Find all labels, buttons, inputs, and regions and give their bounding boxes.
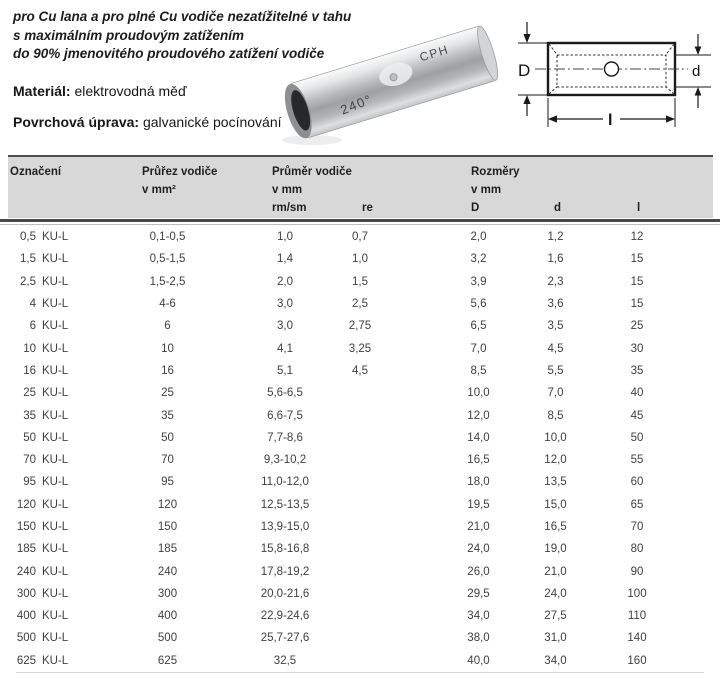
cross-section-cell: 150 [157,521,178,533]
dimension-l-cell: 45 [630,409,644,422]
dimension-l-cell: 15 [630,253,644,266]
designation-cell [0,543,100,555]
designation-cell [0,454,100,466]
cross-section-cell: 120 [157,498,178,511]
table-row [0,315,720,337]
diameter-rm-sm-cell: 13,9-15,0 [260,521,310,533]
designation-size: 95 [23,476,36,489]
dimension-l-cell: 12 [630,231,644,244]
dimension-l-cell: 110 [627,610,647,623]
designation-cell [0,632,100,644]
dimension-l-cell: 15 [630,298,644,311]
designation-suffix: KU-L [42,431,69,444]
diameter-rm-sm-cell: 6,6-7,5 [267,409,303,422]
dimension-d-cell: 1,6 [547,253,564,266]
designation-cell [0,276,100,288]
description-line-3: do 90% jmenovitého proudového zatížení vodiče [13,46,325,61]
cross-section-cell: 0,1-0,5 [149,231,186,244]
designation-suffix: KU-L [42,342,69,355]
dimension-D-cell: 14,0 [467,431,490,444]
col-designation-header: Označení [10,166,62,178]
designation-suffix: KU-L [42,454,69,467]
designation-suffix: KU-L [42,320,69,333]
dim-label-D: D [518,61,531,80]
dimension-l-cell: 140 [627,632,647,645]
designation-cell [0,566,100,578]
dimension-d-cell: 21,0 [544,565,567,578]
dimension-D-cell: 7,0 [470,342,487,355]
cross-section-cell: 35 [161,409,174,422]
designation-cell [0,343,100,355]
designation-cell [0,610,100,622]
diameter-rm-sm-cell: 2,0 [277,275,293,288]
designation-size: 150 [16,521,36,533]
diameter-rm-sm-cell: 1,0 [277,231,293,244]
dimension-D-cell: 16,5 [467,454,490,467]
col-diameter-unit: v mm [272,184,303,196]
dimension-d-cell: 31,0 [544,632,567,645]
surface-treatment-label: Povrchová úprava: [13,114,140,130]
stamp-cph: CPH [417,42,451,65]
designation-suffix: KU-L [42,587,69,600]
designation-suffix: KU-L [42,498,69,511]
designation-suffix: KU-L [42,387,69,400]
designation-suffix: KU-L [42,231,69,244]
designation-cell [0,499,100,511]
stamp-240: 240° [338,91,375,118]
diameter-re-cell: 1,0 [352,253,368,266]
dimension-d-cell: 4,5 [547,342,564,355]
dimension-d-cell: 1,2 [547,231,564,244]
cross-section-cell: 300 [157,587,178,600]
dimension-D-cell: 34,0 [467,610,490,623]
designation-size: 500 [16,632,36,645]
designation-suffix: KU-L [42,632,69,645]
designation-suffix: KU-L [42,275,69,288]
dim-label-l: l [608,112,613,129]
designation-suffix: KU-L [42,654,69,667]
designation-size: 16 [23,364,36,377]
product-photo [278,12,513,152]
table-header-bottom-rule [0,219,720,222]
cross-section-cell: 1,5-2,5 [149,275,186,288]
designation-cell [0,253,100,265]
table-row [0,494,720,516]
dimension-l-cell: 30 [630,342,644,355]
cross-section-cell: 6 [164,320,171,333]
dimension-D-cell: 18,0 [467,476,490,489]
table-row [0,293,720,315]
designation-size: 70 [23,454,36,467]
diameter-rm-sm-cell: 12,5-13,5 [260,498,310,511]
dimension-D-cell: 21,0 [467,521,490,533]
table-row [0,337,720,359]
table-row [0,360,720,382]
dimension-D-cell: 6,5 [470,320,487,333]
table-row [0,382,720,404]
diameter-rm-sm-cell: 9,3-10,2 [263,454,307,467]
diameter-rm-sm-cell: 25,7-27,6 [260,632,310,645]
dimension-D-cell: 19,5 [467,498,490,511]
dimension-d-cell: 7,0 [547,387,564,400]
col-dimensions-unit: v mm [471,184,502,196]
table-row [0,449,720,471]
designation-suffix: KU-L [42,610,69,623]
cross-section-cell: 70 [161,454,174,467]
col-d-header: d [554,202,562,214]
dimension-D-cell: 40,0 [467,654,490,667]
diameter-rm-sm-cell: 5,1 [277,364,293,377]
designation-cell [0,432,100,444]
dimension-l-cell: 80 [630,543,644,556]
dimension-D-cell: 26,0 [467,565,490,578]
dimension-l-cell: 65 [630,498,644,511]
table-row [0,516,720,538]
dimension-D-cell: 5,6 [470,298,487,311]
dimension-D-cell: 12,0 [467,409,490,422]
designation-size: 1,5 [20,253,36,266]
table-row [0,650,720,672]
dimension-d-cell: 2,3 [547,275,564,288]
description-line-1: pro Cu lana a pro plné Cu vodiče nezatížitelné v tahu [13,9,352,24]
material-value: elektrovodná měď [74,83,187,99]
cross-section-cell: 185 [157,543,178,556]
dimension-diagram [515,5,720,155]
dimension-d-cell: 24,0 [544,587,567,600]
designation-cell [0,410,100,422]
table-row [0,271,720,293]
diameter-re-cell: 3,25 [348,342,372,355]
connector-tube-image [278,12,513,152]
designation-suffix: KU-L [42,543,69,556]
cross-section-cell: 25 [161,387,174,400]
cross-section-cell: 50 [161,431,174,444]
col-dimensions-header: Rozměry [471,166,520,178]
table-row [0,583,720,605]
dimension-l-cell: 100 [627,587,647,600]
dimension-l-cell: 40 [630,387,644,400]
table-body [0,226,720,672]
diameter-rm-sm-cell: 32,5 [273,654,297,667]
cross-section-cell: 500 [157,632,178,645]
designation-size: 625 [16,654,36,667]
diameter-rm-sm-cell: 3,0 [277,298,293,311]
description-line-2: s maximálním proudovým zatížením [13,27,245,43]
dimension-d-cell: 12,0 [544,454,567,467]
table-header [8,157,713,218]
surface-treatment-value: galvanické pocínování [142,114,282,130]
col-diameter-header: Průměr vodiče [272,166,352,178]
diameter-rm-sm-cell: 4,1 [277,342,293,355]
designation-suffix: KU-L [42,521,69,533]
table-row [0,471,720,493]
designation-size: 50 [23,431,36,444]
dimension-D-cell: 29,5 [467,587,490,600]
designation-cell [0,365,100,377]
dimension-d-cell: 5,5 [547,364,564,377]
designation-size: 120 [16,498,36,511]
dimension-d-cell: 3,5 [547,320,564,333]
dimension-l-cell: 70 [630,521,644,533]
diameter-rm-sm-cell: 5,6-6,5 [267,387,303,400]
diameter-rm-sm-cell: 3,0 [277,320,293,333]
dimension-drawing [515,5,720,155]
diameter-rm-sm-cell: 22,9-24,6 [260,610,310,623]
table-row [0,538,720,560]
dimension-l-cell: 25 [630,320,644,333]
dimension-D-cell: 8,5 [470,364,487,377]
designation-size: 25 [23,387,36,400]
designation-suffix: KU-L [42,298,69,311]
dimension-d-cell: 27,5 [544,610,567,623]
designation-cell [0,231,100,243]
dimension-D-cell: 24,0 [467,543,490,556]
table-header-bottom-rule-light [0,224,720,225]
designation-suffix: KU-L [42,476,69,489]
dimension-l-cell: 90 [630,565,644,578]
designation-size: 185 [16,543,36,556]
col-D-header: D [471,202,480,214]
dimension-l-cell: 160 [627,654,647,667]
table-row [0,226,720,248]
table-row [0,248,720,270]
designation-size: 4 [29,298,36,311]
designation-cell [0,588,100,600]
designation-cell [0,655,100,667]
dimension-d-cell: 34,0 [544,654,567,667]
dimension-d-cell: 8,5 [547,409,564,422]
dimension-l-cell: 55 [630,454,644,467]
dimension-d-cell: 15,0 [544,498,567,511]
designation-size: 2,5 [20,275,36,288]
cross-section-cell: 10 [161,342,174,355]
cross-section-cell: 625 [157,654,178,667]
col-cross-section-header: Průřez vodiče [142,166,218,178]
col-rm-sm-header: rm/sm [272,202,307,214]
cross-section-cell: 400 [157,610,178,623]
dimension-D-cell: 3,2 [470,253,487,266]
table-row [0,404,720,426]
dimension-l-cell: 15 [630,275,644,288]
dimension-D-cell: 38,0 [467,632,490,645]
diameter-re-cell: 0,7 [352,231,368,244]
designation-cell [0,476,100,488]
table-row [0,560,720,582]
diameter-rm-sm-cell: 20,0-21,6 [260,587,310,600]
designation-size: 240 [16,565,36,578]
designation-size: 400 [16,610,36,623]
designation-suffix: KU-L [42,565,69,578]
dimension-D-cell: 3,9 [470,275,487,288]
cross-section-cell: 95 [161,476,174,489]
dimension-l-cell: 35 [630,364,644,377]
diameter-rm-sm-cell: 17,8-19,2 [260,565,310,578]
cross-section-cell: 0,5-1,5 [149,253,186,266]
cross-section-cell: 240 [157,565,178,578]
material-label: Materiál: [13,83,71,99]
diameter-rm-sm-cell: 1,4 [277,253,293,266]
diameter-re-cell: 1,5 [352,275,368,288]
table-row [0,627,720,649]
dimension-D-cell: 2,0 [470,231,487,244]
table-row [0,605,720,627]
designation-size: 10 [23,342,36,355]
cross-section-cell: 4-6 [159,298,176,311]
diameter-rm-sm-cell: 15,8-16,8 [260,543,310,556]
designation-suffix: KU-L [42,253,69,266]
designation-cell [0,521,100,533]
dimension-l-cell: 60 [630,476,644,489]
designation-size: 35 [23,409,36,422]
diameter-rm-sm-cell: 7,7-8,6 [267,431,303,444]
dimension-d-cell: 16,5 [544,521,567,533]
diameter-rm-sm-cell: 11,0-12,0 [261,476,309,489]
dimension-D-cell: 10,0 [467,387,490,400]
designation-cell [0,320,100,332]
dimension-d-cell: 3,6 [547,298,564,311]
table-bottom-rule [16,672,704,673]
col-l-header: l [637,202,641,214]
table-row [0,427,720,449]
dimension-d-cell: 10,0 [544,431,567,444]
dimension-l-cell: 50 [630,431,644,444]
designation-cell [0,387,100,399]
designation-cell [0,298,100,310]
col-re-header: re [362,202,373,214]
diameter-re-cell: 2,75 [348,320,372,333]
designation-size: 6 [29,320,36,333]
material-line [13,83,187,99]
designation-suffix: KU-L [42,364,69,377]
designation-size: 0,5 [20,231,36,244]
cross-section-cell: 16 [161,364,174,377]
diameter-re-cell: 4,5 [352,364,368,377]
diameter-re-cell: 2,5 [352,298,368,311]
dimension-d-cell: 19,0 [544,543,567,556]
designation-suffix: KU-L [42,409,69,422]
dim-label-d: d [692,63,701,80]
designation-size: 300 [16,587,36,600]
col-cross-section-unit: v mm² [142,184,176,196]
surface-treatment-line [13,114,282,130]
dimension-d-cell: 13,5 [544,476,567,489]
